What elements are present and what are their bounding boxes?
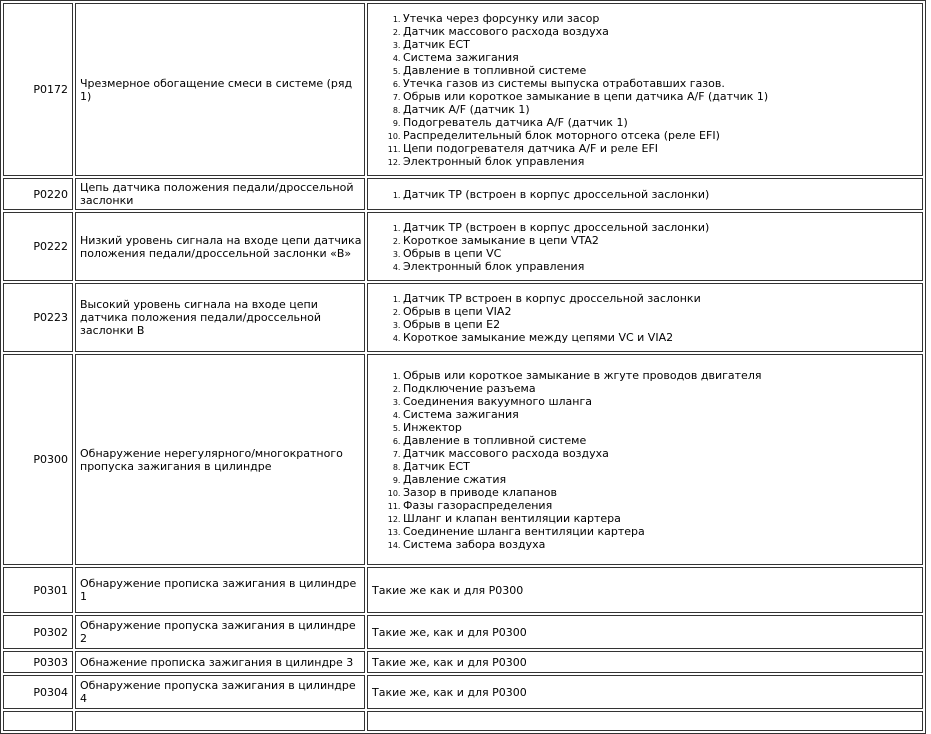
table-row <box>3 567 923 613</box>
table-row <box>3 675 923 709</box>
list-item: 12. Шланг и клапан вентиляции картера <box>403 512 922 525</box>
list-item: 3. Датчик ECT <box>403 38 922 51</box>
dtc-code: P0303 <box>3 651 73 673</box>
dtc-description: Обнаружение пропуска зажигания в цилиндре 2 <box>75 615 365 649</box>
list-item: 13. Соединение шланга вентиляции картера <box>403 525 922 538</box>
list-item: 1. Датчик ТР (встроен в корпус дроссельной заслонки) <box>403 221 922 234</box>
dtc-causes <box>367 711 923 731</box>
dtc-description: Обнажение прописка зажигания в цилиндре 3 <box>75 651 365 673</box>
dtc-description: Обнаружение пропуска зажигания в цилиндре 4 <box>75 675 365 709</box>
dtc-code: P0302 <box>3 615 73 649</box>
dtc-causes <box>367 3 923 176</box>
dtc-description: Чрезмерное обогащение смеси в системе (ряд 1) <box>75 3 365 176</box>
dtc-code: P0300 <box>3 354 73 565</box>
dtc-causes: Такие же, как и для P0300 <box>367 651 923 673</box>
list-item: 4. Электронный блок управления <box>403 260 922 273</box>
list-item: 2. Датчик массового расхода воздуха <box>403 25 922 38</box>
dtc-causes: Такие же, как и для P0300 <box>367 675 923 709</box>
list-item: 14. Система забора воздуха <box>403 538 922 551</box>
dtc-description: Обнаружение нерегулярного/многократного пропуска зажигания в цилиндре <box>75 354 365 565</box>
dtc-description: Цепь датчика положения педали/дроссельной заслонки <box>75 178 365 210</box>
list-item: 5. Инжектор <box>403 421 922 434</box>
dtc-code: P0222 <box>3 212 73 281</box>
dtc-causes <box>367 212 923 281</box>
list-item: 5. Давление в топливной системе <box>403 64 922 77</box>
dtc-causes: Такие же как и для P0300 <box>367 567 923 613</box>
table-row <box>3 178 923 210</box>
dtc-code: P0172 <box>3 3 73 176</box>
list-item: 2. Короткое замыкание в цепи VTA2 <box>403 234 922 247</box>
list-item: 11. Цепи подогревателя датчика A/F и реле EFI <box>403 142 922 155</box>
list-item: 3. Обрыв в цепи VC <box>403 247 922 260</box>
list-item: 11. Фазы газораспределения <box>403 499 922 512</box>
table-row <box>3 3 923 176</box>
list-item: 3. Соединения вакуумного шланга <box>403 395 922 408</box>
table-row <box>3 651 923 673</box>
list-item: 7. Датчик массового расхода воздуха <box>403 447 922 460</box>
dtc-code: P0304 <box>3 675 73 709</box>
dtc-code: P0220 <box>3 178 73 210</box>
dtc-causes <box>367 354 923 565</box>
list-item: 9. Подогреватель датчика A/F (датчик 1) <box>403 116 922 129</box>
list-item: 1. Обрыв или короткое замыкание в жгуте проводов двигателя <box>403 369 922 382</box>
list-item: 4. Короткое замыкание между цепями VC и VIA2 <box>403 331 922 344</box>
cause-list <box>372 221 922 273</box>
dtc-description: Низкий уровень сигнала на входе цепи датчика положения педали/дроссельной заслонки «В» <box>75 212 365 281</box>
table-row <box>3 212 923 281</box>
table-row <box>3 283 923 352</box>
cause-list <box>372 188 922 201</box>
table-row <box>3 354 923 565</box>
list-item: 2. Подключение разъема <box>403 382 922 395</box>
dtc-code: P0223 <box>3 283 73 352</box>
list-item: 1. Датчик ТР (встроен в корпус дроссельной заслонки) <box>403 188 922 201</box>
dtc-code: P0301 <box>3 567 73 613</box>
dtc-causes <box>367 178 923 210</box>
table-row <box>3 615 923 649</box>
list-item: 1. Утечка через форсунку или засор <box>403 12 922 25</box>
list-item: 3. Обрыв в цепи E2 <box>403 318 922 331</box>
list-item: 7. Обрыв или короткое замыкание в цепи датчика A/F (датчик 1) <box>403 90 922 103</box>
list-item: 8. Датчик ECT <box>403 460 922 473</box>
list-item: 6. Утечка газов из системы выпуска отработавших газов. <box>403 77 922 90</box>
list-item: 1. Датчик ТР встроен в корпус дроссельной заслонки <box>403 292 922 305</box>
list-item: 6. Давление в топливной системе <box>403 434 922 447</box>
list-item: 12. Электронный блок управления <box>403 155 922 168</box>
list-item: 4. Система зажигания <box>403 408 922 421</box>
list-item: 10. Распределительный блок моторного отсека (реле EFI) <box>403 129 922 142</box>
dtc-description: Обнаружение прописка зажигания в цилиндре 1 <box>75 567 365 613</box>
dtc-description <box>75 711 365 731</box>
dtc-causes <box>367 283 923 352</box>
dtc-causes: Такие же, как и для P0300 <box>367 615 923 649</box>
cause-list <box>372 369 922 551</box>
list-item: 8. Датчик A/F (датчик 1) <box>403 103 922 116</box>
list-item: 9. Давление сжатия <box>403 473 922 486</box>
dtc-description: Высокий уровень сигнала на входе цепи датчика положения педали/дроссельной заслонки В <box>75 283 365 352</box>
table-row <box>3 711 923 731</box>
cause-list <box>372 292 922 344</box>
list-item: 4. Система зажигания <box>403 51 922 64</box>
list-item: 2. Обрыв в цепи VIA2 <box>403 305 922 318</box>
cause-list <box>372 12 922 168</box>
dtc-code <box>3 711 73 731</box>
dtc-table-body <box>3 3 923 731</box>
list-item: 10. Зазор в приводе клапанов <box>403 486 922 499</box>
